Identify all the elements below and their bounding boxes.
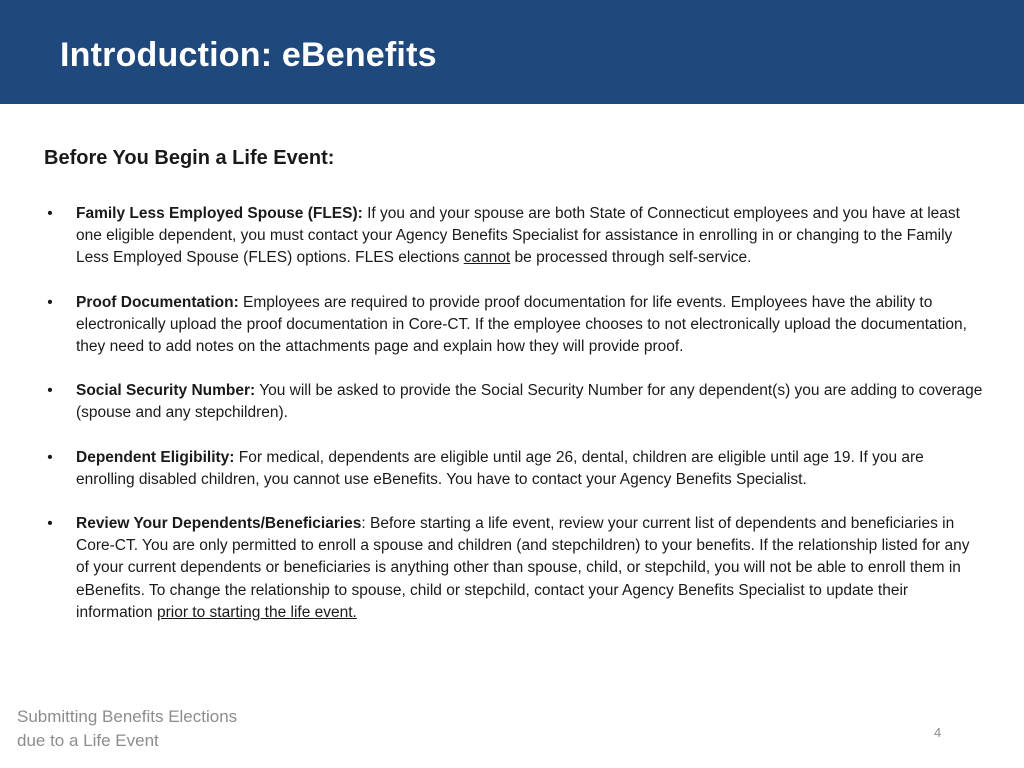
bullet-dot: • bbox=[47, 293, 53, 311]
bullet-list bbox=[44, 203, 984, 646]
page-number: 4 bbox=[934, 725, 942, 740]
bullet-term: Review Your Dependents/Beneficiaries bbox=[76, 515, 362, 533]
bullet-text: Employees are required to provide proof documentation for life events. Employees have the ability to electronically upload the proof documentation in Core-CT. If the employee chooses to not electronically upload the documentation, they need to add notes on the attachments page and explain how they will provide proof. bbox=[76, 293, 967, 356]
bullet-text: For medical, dependents are eligible until age 26, dental, children are eligible until age 19. If you are enrolling disabled children, you cannot use eBenefits. You have to contact your Agency Benefits Specialist. bbox=[76, 448, 924, 488]
footer-label bbox=[17, 705, 277, 753]
bullet-text: You will be asked to provide the Social Security Number for any dependent(s) you are adding to coverage (spouse and any stepchildren). bbox=[76, 382, 983, 422]
bullet-term: Dependent Eligibility: bbox=[76, 448, 235, 466]
bullet-text: be processed through self-service. bbox=[510, 249, 752, 267]
bullet-dot: • bbox=[47, 382, 53, 400]
footer-line-2: due to a Life Event bbox=[17, 731, 159, 750]
bullet-term: Proof Documentation: bbox=[76, 293, 239, 311]
bullet-item-proof-documentation bbox=[44, 292, 984, 359]
bullet-dot: • bbox=[47, 515, 53, 533]
slide-title: Introduction: eBenefits bbox=[60, 36, 437, 74]
bullet-dot: • bbox=[47, 205, 53, 222]
bullet-term: Family Less Employed Spouse (FLES): bbox=[76, 205, 363, 222]
bullet-item-fles bbox=[44, 203, 984, 270]
bullet-term: Social Security Number: bbox=[76, 382, 256, 400]
bullet-emphasis: cannot bbox=[463, 249, 511, 267]
header-band bbox=[0, 0, 1024, 104]
bullet-item-social-security-number bbox=[44, 380, 984, 424]
bullet-text: : Before starting a life event, review your current list of dependents and beneficiaries in Core-CT. You are only permitted to enroll a spouse and children (and stepchildren) to your benefits. If the relationship listed for any of your current dependents or beneficiaries is anything other than spouse, child, or stepchild, you will not be able to enroll them in eBenefits. To change the relationship to spouse, child or stepchild, contact your Agency Benefits Specialist to update their information bbox=[76, 515, 970, 621]
bullet-item-dependent-eligibility bbox=[44, 447, 984, 491]
section-heading: Before You Begin a Life Event: bbox=[44, 147, 335, 169]
footer-line-1: Submitting Benefits Elections bbox=[17, 707, 238, 726]
bullet-item-review-dependents bbox=[44, 513, 984, 624]
bullet-dot: • bbox=[47, 448, 53, 466]
bullet-text: If you and your spouse are both State of Connecticut employees and you have at least one eligible dependent, you must contact your Agency Benefits Specialist for assistance in enrolling in or changing to the Family Less Employed Spouse (FLES) options. FLES elections bbox=[76, 205, 960, 267]
bullet-emphasis: prior to starting the life event. bbox=[156, 603, 357, 621]
